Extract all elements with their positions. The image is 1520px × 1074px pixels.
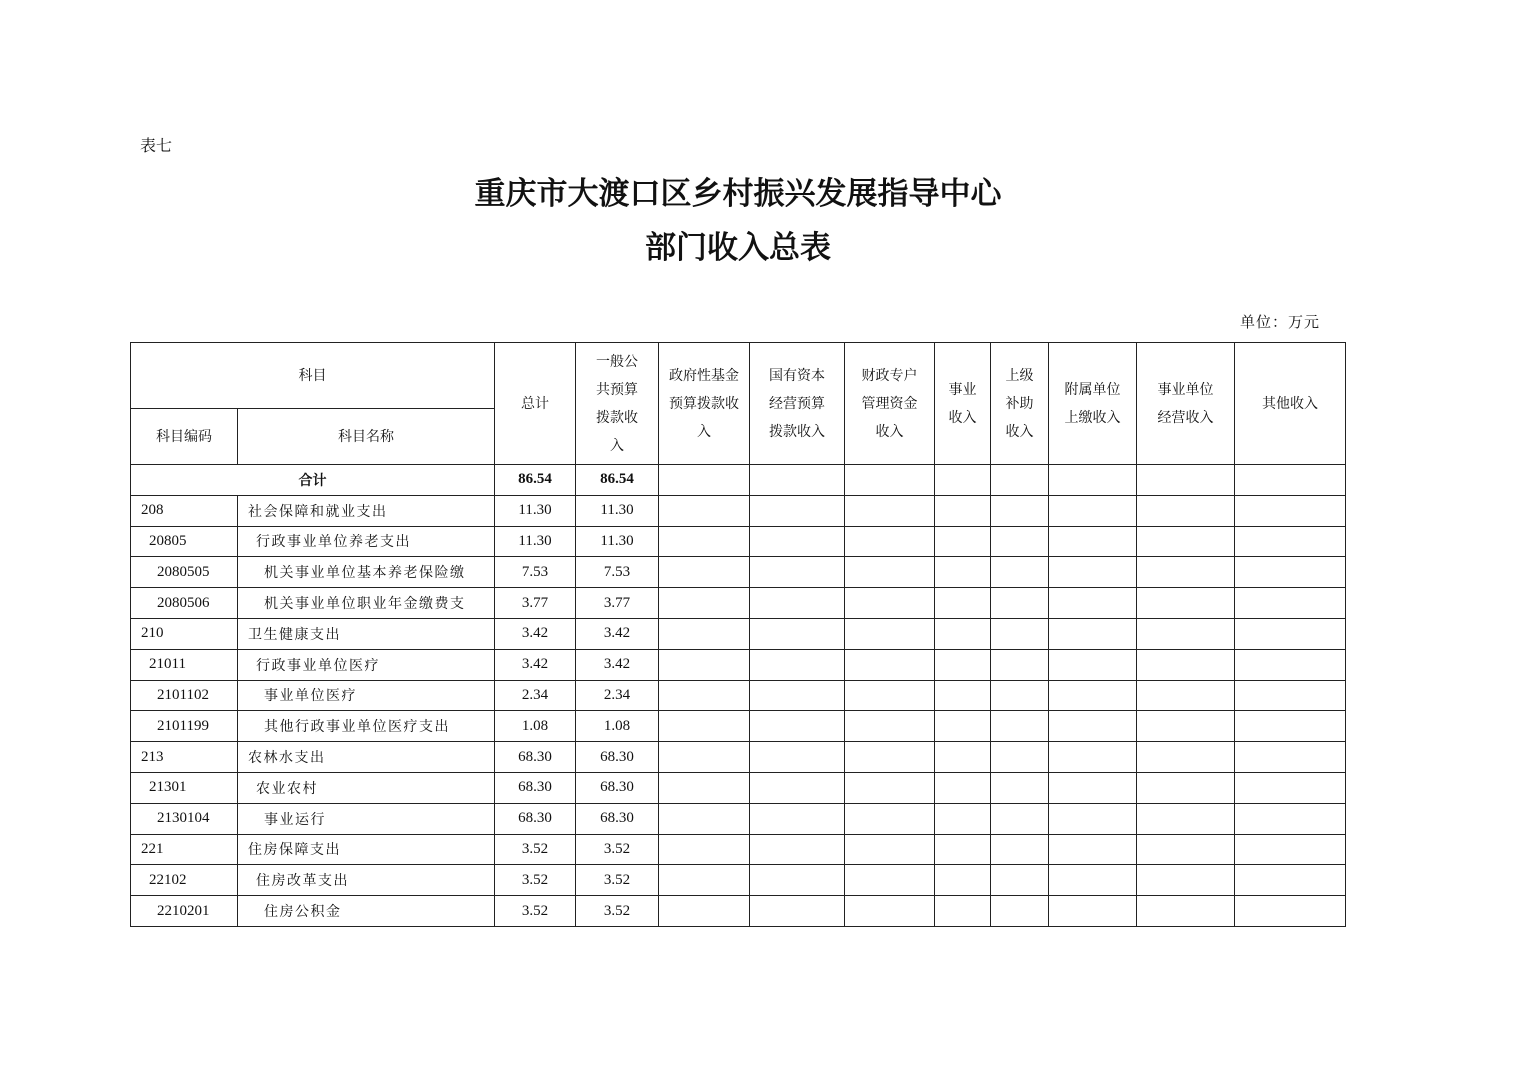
empty-cell — [1235, 495, 1346, 526]
empty-cell — [845, 834, 935, 865]
empty-cell — [750, 557, 845, 588]
empty-cell — [1235, 649, 1346, 680]
general-budget-cell: 7.53 — [576, 557, 659, 588]
subject-code-cell: 210 — [131, 618, 238, 649]
empty-cell — [1235, 896, 1346, 927]
empty-cell — [1137, 772, 1235, 803]
general-budget-cell: 3.52 — [576, 834, 659, 865]
empty-cell — [991, 526, 1049, 557]
empty-cell — [659, 557, 750, 588]
empty-cell — [1049, 588, 1137, 619]
general-budget-cell: 3.52 — [576, 865, 659, 896]
table-row — [131, 865, 1346, 896]
empty-cell — [750, 896, 845, 927]
page-title: 重庆市大渡口区乡村振兴发展指导中心 — [474, 176, 1002, 212]
empty-cell — [1235, 772, 1346, 803]
header-code: 科目编码 — [131, 409, 238, 465]
subject-name-cell: 机关事业单位基本养老保险缴 — [238, 557, 495, 588]
subject-name-cell: 住房改革支出 — [238, 865, 495, 896]
empty-cell — [659, 896, 750, 927]
total-cell: 3.42 — [495, 618, 576, 649]
header-name: 科目名称 — [238, 409, 495, 465]
empty-cell — [750, 772, 845, 803]
general-budget-cell: 3.77 — [576, 588, 659, 619]
subject-code-cell: 21301 — [131, 772, 238, 803]
empty-cell — [1049, 557, 1137, 588]
empty-cell — [1137, 649, 1235, 680]
empty-cell — [659, 649, 750, 680]
total-cell: 1.08 — [495, 711, 576, 742]
empty-cell — [659, 495, 750, 526]
table-row — [131, 526, 1346, 557]
empty-cell — [1235, 742, 1346, 773]
empty-cell — [1137, 618, 1235, 649]
empty-cell — [750, 680, 845, 711]
empty-cell — [991, 649, 1049, 680]
empty-cell — [750, 742, 845, 773]
subject-code-cell: 2101199 — [131, 711, 238, 742]
empty-cell — [1049, 896, 1137, 927]
empty-cell — [935, 742, 991, 773]
empty-cell — [659, 618, 750, 649]
empty-cell — [1137, 495, 1235, 526]
empty-cell — [1137, 588, 1235, 619]
general-budget-cell: 3.52 — [576, 896, 659, 927]
empty-cell — [991, 865, 1049, 896]
header-affiliated-payment: 附属单位上缴收入 — [1049, 343, 1137, 465]
empty-cell — [1049, 495, 1137, 526]
table-row — [131, 588, 1346, 619]
subject-name-cell: 住房保障支出 — [238, 834, 495, 865]
empty-cell — [1137, 526, 1235, 557]
general-budget-cell: 2.34 — [576, 680, 659, 711]
total-cell: 11.30 — [495, 495, 576, 526]
empty-cell — [1235, 711, 1346, 742]
subject-name-cell: 住房公积金 — [238, 896, 495, 927]
table-row — [131, 803, 1346, 834]
unit-label: 单位：万元 — [1240, 313, 1321, 331]
empty-cell — [991, 896, 1049, 927]
total-cell: 68.30 — [495, 772, 576, 803]
empty-cell — [750, 588, 845, 619]
table-row — [131, 495, 1346, 526]
total-cell: 3.52 — [495, 865, 576, 896]
empty-cell — [1049, 865, 1137, 896]
empty-cell — [659, 680, 750, 711]
subject-code-cell: 2130104 — [131, 803, 238, 834]
empty-cell — [845, 803, 935, 834]
table-body — [131, 495, 1346, 926]
total-cell: 3.42 — [495, 649, 576, 680]
empty-cell — [1235, 680, 1346, 711]
total-cell: 68.30 — [495, 803, 576, 834]
empty-cell — [1049, 649, 1137, 680]
general-budget-cell: 3.42 — [576, 649, 659, 680]
empty-cell — [845, 588, 935, 619]
header-business-operation: 事业单位经营收入 — [1137, 343, 1235, 465]
empty-cell — [845, 711, 935, 742]
empty-cell — [935, 618, 991, 649]
subject-code-cell: 20805 — [131, 526, 238, 557]
empty-cell — [935, 649, 991, 680]
empty-cell — [991, 588, 1049, 619]
empty-cell — [659, 803, 750, 834]
empty-cell — [1049, 834, 1137, 865]
subject-name-cell: 机关事业单位职业年金缴费支 — [238, 588, 495, 619]
empty-cell — [1049, 711, 1137, 742]
subject-name-cell: 事业运行 — [238, 803, 495, 834]
empty-cell — [659, 865, 750, 896]
empty-cell — [1137, 803, 1235, 834]
empty-cell — [935, 526, 991, 557]
general-budget-cell: 1.08 — [576, 711, 659, 742]
table-row — [131, 772, 1346, 803]
empty-cell — [935, 834, 991, 865]
empty-cell — [935, 896, 991, 927]
header-subject: 科目 — [131, 343, 495, 409]
summary-total: 86.54 — [495, 465, 576, 496]
empty-cell — [845, 618, 935, 649]
header-other-income: 其他收入 — [1235, 343, 1346, 465]
empty-cell — [845, 896, 935, 927]
empty-cell — [659, 772, 750, 803]
empty-cell — [1235, 618, 1346, 649]
empty-cell — [750, 495, 845, 526]
summary-row — [131, 465, 1346, 496]
empty-cell — [750, 618, 845, 649]
subject-code-cell: 2080506 — [131, 588, 238, 619]
empty-cell — [1137, 711, 1235, 742]
empty-cell — [991, 495, 1049, 526]
empty-cell — [935, 495, 991, 526]
income-summary-table — [130, 342, 1346, 927]
subject-name-cell: 事业单位医疗 — [238, 680, 495, 711]
empty-cell — [1049, 526, 1137, 557]
subject-name-cell: 农林水支出 — [238, 742, 495, 773]
header-special-fund: 财政专户管理资金收入 — [845, 343, 935, 465]
empty-cell — [991, 618, 1049, 649]
empty-cell — [991, 803, 1049, 834]
total-cell: 7.53 — [495, 557, 576, 588]
empty-cell — [935, 680, 991, 711]
summary-label: 合计 — [131, 465, 495, 496]
subject-name-cell: 行政事业单位养老支出 — [238, 526, 495, 557]
page-subtitle: 部门收入总表 — [645, 230, 831, 266]
table-row — [131, 649, 1346, 680]
header-business-income: 事业收入 — [935, 343, 991, 465]
empty-cell — [1137, 680, 1235, 711]
empty-cell — [1235, 803, 1346, 834]
general-budget-cell: 11.30 — [576, 526, 659, 557]
empty-cell — [750, 834, 845, 865]
subject-code-cell: 22102 — [131, 865, 238, 896]
header-general-budget: 一般公共预算拨款收入 — [576, 343, 659, 465]
empty-cell — [1049, 680, 1137, 711]
subject-code-cell: 221 — [131, 834, 238, 865]
empty-cell — [991, 557, 1049, 588]
empty-cell — [845, 865, 935, 896]
empty-cell — [1235, 588, 1346, 619]
empty-cell — [935, 588, 991, 619]
empty-cell — [659, 588, 750, 619]
table-row — [131, 680, 1346, 711]
empty-cell — [1137, 865, 1235, 896]
empty-cell — [1137, 896, 1235, 927]
subject-name-cell: 其他行政事业单位医疗支出 — [238, 711, 495, 742]
table-row — [131, 557, 1346, 588]
empty-cell — [845, 557, 935, 588]
empty-cell — [991, 680, 1049, 711]
table-label: 表七 — [140, 136, 173, 155]
empty-cell — [750, 803, 845, 834]
empty-cell — [845, 649, 935, 680]
empty-cell — [1137, 557, 1235, 588]
empty-cell — [991, 772, 1049, 803]
empty-cell — [935, 772, 991, 803]
table-row — [131, 711, 1346, 742]
empty-cell — [1049, 742, 1137, 773]
general-budget-cell: 68.30 — [576, 803, 659, 834]
empty-cell — [991, 742, 1049, 773]
empty-cell — [845, 495, 935, 526]
empty-cell — [935, 865, 991, 896]
total-cell: 3.52 — [495, 834, 576, 865]
empty-cell — [935, 711, 991, 742]
empty-cell — [750, 649, 845, 680]
subject-code-cell: 2210201 — [131, 896, 238, 927]
empty-cell — [1049, 803, 1137, 834]
summary-general-budget: 86.54 — [576, 465, 659, 496]
header-total: 总计 — [495, 343, 576, 465]
empty-cell — [845, 680, 935, 711]
table-row — [131, 618, 1346, 649]
header-gov-fund: 政府性基金预算拨款收入 — [659, 343, 750, 465]
general-budget-cell: 11.30 — [576, 495, 659, 526]
subject-name-cell: 社会保障和就业支出 — [238, 495, 495, 526]
subject-name-cell: 行政事业单位医疗 — [238, 649, 495, 680]
empty-cell — [1049, 772, 1137, 803]
empty-cell — [845, 772, 935, 803]
empty-cell — [1235, 834, 1346, 865]
table-row — [131, 742, 1346, 773]
general-budget-cell: 68.30 — [576, 772, 659, 803]
table-row — [131, 834, 1346, 865]
total-cell: 11.30 — [495, 526, 576, 557]
subject-code-cell: 2101102 — [131, 680, 238, 711]
empty-cell — [845, 526, 935, 557]
empty-cell — [991, 711, 1049, 742]
total-cell: 2.34 — [495, 680, 576, 711]
header-state-capital: 国有资本经营预算拨款收入 — [750, 343, 845, 465]
header-superior-subsidy: 上级补助收入 — [991, 343, 1049, 465]
empty-cell — [1137, 834, 1235, 865]
empty-cell — [659, 834, 750, 865]
empty-cell — [1235, 526, 1346, 557]
empty-cell — [1235, 865, 1346, 896]
total-cell: 68.30 — [495, 742, 576, 773]
empty-cell — [750, 711, 845, 742]
subject-code-cell: 2080505 — [131, 557, 238, 588]
empty-cell — [1137, 742, 1235, 773]
empty-cell — [659, 711, 750, 742]
subject-code-cell: 213 — [131, 742, 238, 773]
table-row — [131, 896, 1346, 927]
general-budget-cell: 68.30 — [576, 742, 659, 773]
total-cell: 3.77 — [495, 588, 576, 619]
total-cell: 3.52 — [495, 896, 576, 927]
empty-cell — [750, 865, 845, 896]
general-budget-cell: 3.42 — [576, 618, 659, 649]
empty-cell — [659, 742, 750, 773]
empty-cell — [659, 526, 750, 557]
subject-code-cell: 21011 — [131, 649, 238, 680]
subject-name-cell: 农业农村 — [238, 772, 495, 803]
empty-cell — [1235, 557, 1346, 588]
empty-cell — [845, 742, 935, 773]
subject-code-cell: 208 — [131, 495, 238, 526]
empty-cell — [991, 834, 1049, 865]
empty-cell — [750, 526, 845, 557]
subject-name-cell: 卫生健康支出 — [238, 618, 495, 649]
empty-cell — [1049, 618, 1137, 649]
empty-cell — [935, 557, 991, 588]
empty-cell — [935, 803, 991, 834]
